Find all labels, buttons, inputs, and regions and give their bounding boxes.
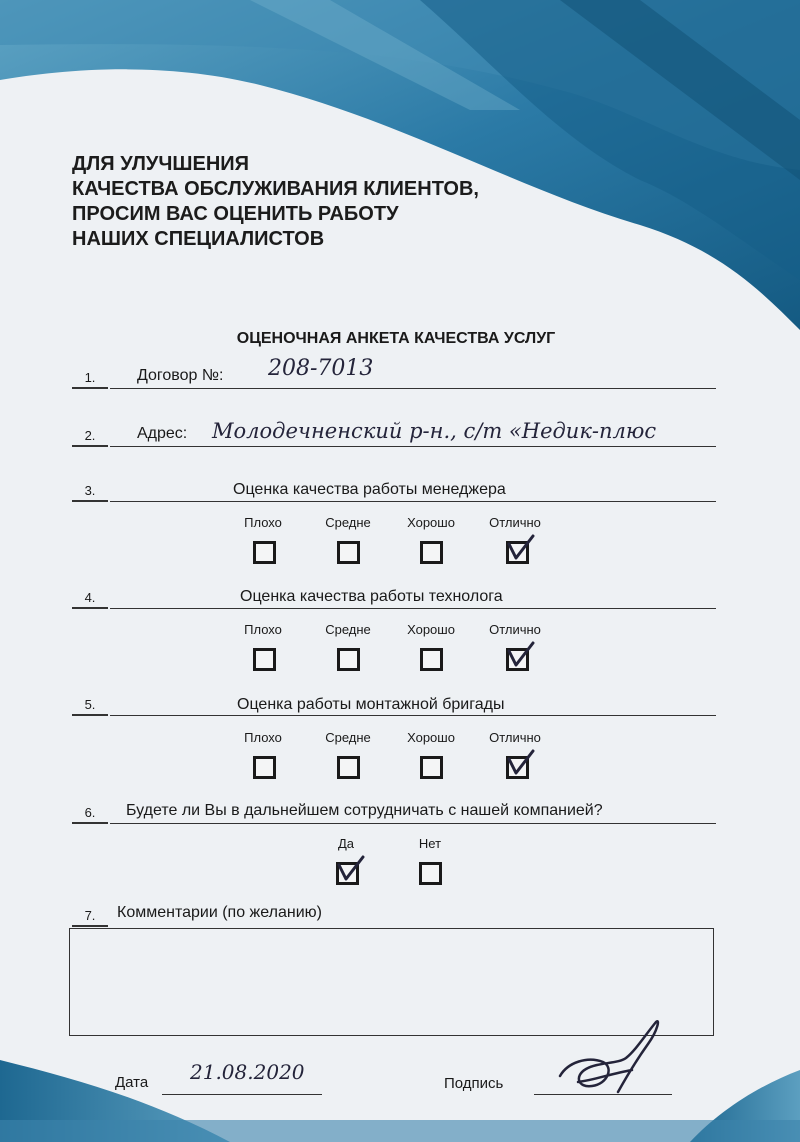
option-label-yes: Да	[337, 836, 355, 851]
option-label-no: Нет	[418, 836, 442, 851]
number-underline	[72, 607, 108, 609]
checkbox-yes[interactable]	[336, 862, 359, 885]
question-text: Оценка работы монтажной бригады	[237, 696, 505, 713]
option-label-good: Хорошо	[407, 622, 455, 637]
item-number: 5.	[84, 697, 96, 712]
question-text: Оценка качества работы менеджера	[233, 481, 506, 498]
checkbox-poor[interactable]	[253, 541, 276, 564]
header-line: КАЧЕСТВА ОБСЛУЖИВАНИЯ КЛИЕНТОВ,	[72, 178, 479, 200]
item-number: 1.	[84, 370, 96, 385]
checkbox-good[interactable]	[420, 756, 443, 779]
item-number: 6.	[84, 805, 96, 820]
address-value[interactable]: Молодечненский р-н., с/т «Недик-плюс	[212, 419, 657, 443]
question-line	[110, 501, 716, 502]
header-text	[72, 152, 479, 252]
checkbox-average[interactable]	[337, 756, 360, 779]
contract-number-value[interactable]: 208-7013	[268, 356, 374, 381]
question-line	[110, 608, 716, 609]
option-label-average: Средне	[325, 730, 371, 745]
header-line: ДЛЯ УЛУЧШЕНИЯ	[72, 153, 250, 175]
option-label-average: Средне	[325, 515, 371, 530]
form-title: ОЦЕНОЧНАЯ АНКЕТА КАЧЕСТВА УСЛУГ	[236, 330, 556, 347]
signature-label: Подпись	[444, 1075, 504, 1092]
option-label-poor: Плохо	[244, 515, 282, 530]
question-text: Будете ли Вы в дальнейшем сотрудничать с нашей компанией?	[126, 802, 603, 819]
checkbox-poor[interactable]	[253, 756, 276, 779]
comments-label: Комментарии (по желанию)	[117, 904, 322, 921]
checkbox-excellent[interactable]	[506, 756, 529, 779]
number-underline	[72, 925, 108, 927]
number-underline	[72, 714, 108, 716]
checkbox-good[interactable]	[420, 541, 443, 564]
date-label: Дата	[115, 1074, 149, 1091]
question-line	[110, 715, 716, 716]
number-underline	[72, 445, 108, 447]
checkbox-no[interactable]	[419, 862, 442, 885]
option-label-excellent: Отлично	[489, 515, 541, 530]
contract-label: Договор №:	[137, 367, 224, 384]
contract-line	[110, 388, 716, 389]
question-text: Оценка качества работы технолога	[240, 588, 503, 605]
address-label: Адрес:	[137, 425, 188, 442]
question-line	[110, 823, 716, 824]
option-label-excellent: Отлично	[489, 622, 541, 637]
number-underline	[72, 500, 108, 502]
checkbox-good[interactable]	[420, 648, 443, 671]
checkbox-poor[interactable]	[253, 648, 276, 671]
checkbox-average[interactable]	[337, 648, 360, 671]
number-underline	[72, 822, 108, 824]
header-line: НАШИХ СПЕЦИАЛИСТОВ	[72, 228, 325, 250]
signature-image	[548, 1014, 668, 1104]
checkbox-average[interactable]	[337, 541, 360, 564]
header-line: ПРОСИМ ВАС ОЦЕНИТЬ РАБОТУ	[72, 203, 399, 225]
checkmark-icon	[333, 855, 367, 887]
checkmark-icon	[503, 749, 537, 781]
item-number: 7.	[84, 908, 96, 923]
option-label-excellent: Отлично	[489, 730, 541, 745]
checkbox-excellent[interactable]	[506, 648, 529, 671]
option-label-poor: Плохо	[244, 730, 282, 745]
address-line	[110, 446, 716, 447]
option-label-average: Средне	[325, 622, 371, 637]
option-label-good: Хорошо	[407, 515, 455, 530]
option-label-poor: Плохо	[244, 622, 282, 637]
date-line	[162, 1094, 322, 1095]
checkmark-icon	[503, 534, 537, 566]
item-number: 2.	[84, 428, 96, 443]
checkbox-excellent[interactable]	[506, 541, 529, 564]
date-value[interactable]: 21.08.2020	[190, 1060, 305, 1084]
number-underline	[72, 387, 108, 389]
item-number: 4.	[84, 590, 96, 605]
option-label-good: Хорошо	[407, 730, 455, 745]
item-number: 3.	[84, 483, 96, 498]
checkmark-icon	[503, 641, 537, 673]
